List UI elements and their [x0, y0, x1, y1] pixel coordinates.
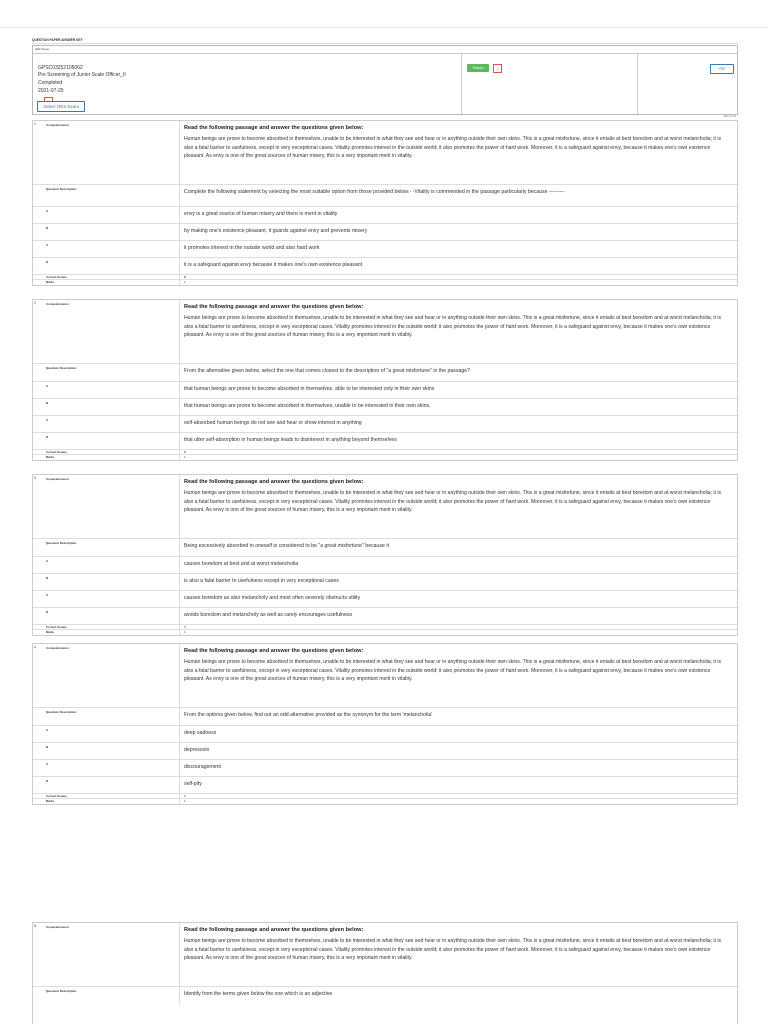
option-text: that human beings are prone to become absorbed in themselves, unable to be interested in their own skins, [184, 403, 431, 409]
column-divider [179, 300, 180, 363]
row-label: Comprehension [46, 646, 69, 650]
option-key: B [46, 226, 49, 230]
row-value: 1 [184, 799, 186, 803]
qid-label: QID Name [35, 47, 50, 51]
row-value: D [184, 450, 187, 454]
page-number: Pa 1 of 9 [723, 114, 736, 118]
option-key: A [46, 728, 49, 732]
column-divider [179, 708, 180, 726]
passage-text [184, 478, 731, 515]
option-row [33, 257, 737, 275]
option-row [33, 759, 737, 777]
answer-key-page-2 [32, 922, 738, 1024]
passage-body: Human beings are prone to become absorbed in themselves, unable to be interested in what they see and hear or in anything outside their own skins. This is a great misfortune, since it entails at best boredom and at worst melancholia; it is also a fatal barrier to usefulness, except in very exceptional cases. Vitality promotes interest in the outside world; it also promotes the power of hard work. Moreover, it is a safeguard against envy, because it makes one's own existence pleasant. As envy is one of the great sources of human misery, this is a very important merit in vitality. [184, 136, 722, 159]
question-number: 3 [34, 476, 36, 480]
row-label: Comprehension [46, 477, 69, 481]
row-label: Marks [46, 799, 55, 803]
passage-heading: Read the following passage and answer the questions given below: [184, 648, 364, 654]
passage-heading: Read the following passage and answer the questions given below: [184, 927, 364, 933]
option-row [33, 432, 737, 450]
close-icon: × [496, 66, 499, 71]
option-key: B [46, 576, 49, 580]
column-divider [179, 416, 180, 433]
column-divider [179, 241, 180, 258]
column-divider [179, 433, 180, 450]
question-description-row [33, 538, 737, 557]
option-key: B [46, 401, 49, 405]
passage-text [184, 124, 731, 161]
comprehension-row [33, 923, 737, 986]
option-row [33, 206, 737, 224]
question-number: 4 [34, 645, 36, 649]
option-text: that human beings are prone to become absorbed in themselves, able to be interested only in their own skins [184, 386, 435, 392]
passage-text [184, 303, 731, 340]
option-text: is also a fatal barrier to usefulness except in very exceptional cases [184, 578, 339, 584]
top-divider [0, 27, 768, 28]
column-divider [179, 777, 180, 794]
row-label: Correct Answer [46, 275, 67, 279]
option-text: self-pity [184, 781, 202, 787]
question-block [32, 120, 738, 286]
row-value: 1 [184, 455, 186, 459]
column-divider [179, 258, 180, 275]
question-number: 1 [34, 122, 36, 126]
row-label: Marks [46, 455, 55, 459]
row-value: From the options given below, find out an odd alternative provided as the synonym for the term 'melancholia' [184, 712, 433, 718]
exam-name: Pre Screening of Junior Scale Officer_II [38, 72, 126, 78]
comprehension-row [33, 475, 737, 538]
column-divider [179, 455, 180, 460]
marks-row [33, 798, 737, 804]
page-title: QUESTION PAPER ANSWER KEY [32, 37, 738, 44]
marks-row [33, 454, 737, 460]
option-key: D [46, 260, 49, 264]
header-divider [33, 53, 737, 54]
column-divider [179, 760, 180, 777]
option-key: D [46, 435, 49, 439]
column-divider [179, 799, 180, 804]
clear-search-button[interactable] [493, 64, 502, 73]
exam-status: Completed [38, 80, 63, 86]
option-text: causes boredom at best and at worst melancholia [184, 561, 299, 567]
option-text: deep sadness [184, 730, 217, 736]
question-description-row [33, 707, 737, 726]
column-divider [179, 475, 180, 538]
column-divider [179, 726, 180, 743]
column-divider [179, 630, 180, 635]
row-value: B [184, 275, 187, 279]
row-label: Correct Answer [46, 794, 67, 798]
column-divider [179, 644, 180, 707]
row-label: Comprehension [46, 925, 69, 929]
header-col-divider [637, 53, 638, 114]
column-divider [179, 591, 180, 608]
option-text: self-absorbed human beings do not see and hear or show interest in anything [184, 420, 362, 426]
row-value: Complete the following statement by selecting the most suitable option from those provided below:- -Vitality is commended in the passage particularly because --------- [184, 189, 565, 195]
option-key: C [46, 593, 49, 597]
header-col-divider [461, 53, 462, 114]
passage-body: Human beings are prone to become absorbed in themselves, unable to be interested in what they see and hear or in anything outside their own skins. This is a great misfortune, since it entails at best boredom and at worst melancholia; it is also a fatal barrier to usefulness, except in very exceptional cases. Vitality promotes interest in the outside world; it also promotes the power of hard work. Moreover, it is a safeguard against envy, because it makes one's own existence pleasant. As envy is one of the great sources of human misery, this is a very important merit in vitality. [184, 938, 722, 961]
option-row [33, 240, 737, 258]
row-value: Being excessively absorbed in oneself is considered to be "a great misfortune" because it [184, 543, 389, 549]
row-value: From the alternative given below, select the one that comes closest to the description of "a great misfortune" in the passage? [184, 368, 470, 374]
option-key: C [46, 762, 49, 766]
option-row [33, 590, 737, 608]
column-divider [179, 608, 180, 625]
comprehension-row [33, 644, 737, 707]
select-exam-button[interactable]: Select OES Exam [37, 101, 85, 112]
column-divider [179, 923, 180, 986]
answer-key-page-1 [32, 37, 738, 819]
row-label: Correct Answer [46, 625, 67, 629]
column-divider [179, 382, 180, 399]
column-divider [179, 987, 180, 1005]
column-divider [179, 364, 180, 382]
question-block [32, 299, 738, 461]
option-key: A [46, 384, 49, 388]
question-description-row [33, 986, 737, 1005]
column-divider [179, 539, 180, 557]
passage-body: Human beings are prone to become absorbed in themselves, unable to be interested in what they see and hear or in anything outside their own skins. This is a great misfortune, since it entails at best boredom and at worst melancholia; it is also a fatal barrier to usefulness, except in very exceptional cases. Vitality promotes interest in the outside world; it also promotes the power of hard work. Moreover, it is a safeguard against envy, because it makes one's own existence pleasant. As envy is one of the great sources of human misery, this is a very important merit in vitality. [184, 659, 722, 682]
column-divider [179, 224, 180, 241]
option-text: discouragement [184, 764, 221, 770]
question-number: 5 [34, 924, 36, 928]
option-key: D [46, 779, 49, 783]
row-label: Marks [46, 630, 55, 634]
row-label: Question Description [46, 989, 77, 993]
row-label: Comprehension [46, 302, 69, 306]
column-divider [179, 574, 180, 591]
row-value: 1 [184, 630, 186, 634]
exam-code: GPSC03252105062 [38, 65, 83, 71]
option-row [33, 415, 737, 433]
question-description-row [33, 363, 737, 382]
option-text: envy is a great source of human misery and there is merit in vitality [184, 211, 338, 217]
column-divider [179, 399, 180, 416]
exam-date: 2021-07-25 [38, 88, 64, 94]
comprehension-row [33, 300, 737, 363]
row-value: 1 [184, 280, 186, 284]
comprehension-row [33, 121, 737, 184]
row-label: Correct Answer [46, 450, 67, 454]
question-block [32, 643, 738, 805]
row-label: Marks [46, 280, 55, 284]
option-text: that utter self-absorption in human beings leads to disinterest in anything beyond themselves [184, 437, 397, 443]
row-value: C [184, 625, 187, 629]
option-key: C [46, 418, 49, 422]
question-block [32, 474, 738, 636]
option-row [33, 607, 737, 625]
option-row [33, 556, 737, 574]
passage-text [184, 926, 731, 963]
option-text: causes boredom as also melancholy and most often severely obstructs utility [184, 595, 361, 601]
option-text: by making one's existence pleasant, it guards against envy and prevents misery [184, 228, 368, 234]
passage-body: Human beings are prone to become absorbed in themselves, unable to be interested in what they see and hear or in anything outside their own skins. This is a great misfortune, since it entails at best boredom and at worst melancholia; it is also a fatal barrier to usefulness, except in very exceptional cases. Vitality promotes interest in the outside world; it also promotes the power of hard work. Moreover, it is a safeguard against envy, because it makes one's own existence pleasant. As envy is one of the great sources of human misery, this is a very important merit in vitality. [184, 315, 722, 338]
row-label: Comprehension [46, 123, 69, 127]
column-divider [179, 280, 180, 285]
option-row [33, 223, 737, 241]
option-key: A [46, 559, 49, 563]
row-value: Identify from the terms given below the one which is an adjective [184, 991, 333, 997]
option-text: it promotes interest in the outside world and also hard work [184, 245, 320, 251]
option-text: depression [184, 747, 210, 753]
passage-text [184, 647, 731, 684]
option-row [33, 381, 737, 399]
row-value: C [184, 794, 187, 798]
row-label: Question Description [46, 710, 77, 714]
question-description-row [33, 184, 737, 207]
question-block [32, 922, 738, 1024]
marks-row [33, 629, 737, 635]
row-label: Question Description [46, 187, 77, 191]
option-row [33, 725, 737, 743]
column-divider [179, 185, 180, 207]
option-row [33, 573, 737, 591]
option-text: it is a safeguard against envy because it makes one's own existence pleasant [184, 262, 363, 268]
option-row [33, 742, 737, 760]
passage-heading: Read the following passage and answer the questions given below: [184, 304, 364, 310]
option-key: A [46, 209, 49, 213]
row-label: Question Description [46, 541, 77, 545]
question-number: 2 [34, 301, 36, 305]
marks-row [33, 279, 737, 285]
option-row [33, 776, 737, 794]
row-label: Question Description [46, 366, 77, 370]
option-key: D [46, 610, 49, 614]
passage-body: Human beings are prone to become absorbed in themselves, unable to be interested in what they see and hear or in anything outside their own skins. This is a great misfortune, since it entails at best boredom and at worst melancholia; it is also a fatal barrier to usefulness, except in very exceptional cases. Vitality promotes interest in the outside world; it also promotes the power of hard work. Moreover, it is a safeguard against envy, because it makes one's own existence pleasant. As envy is one of the great sources of human misery, this is a very important merit in vitality. [184, 490, 722, 513]
option-key: B [46, 745, 49, 749]
exam-header-panel [32, 45, 738, 115]
column-divider [179, 121, 180, 184]
pdf-button[interactable]: PDF [710, 64, 734, 74]
passage-heading: Read the following passage and answer the questions given below: [184, 125, 364, 131]
column-divider [179, 207, 180, 224]
column-divider [179, 743, 180, 760]
option-text: avoids boredom and melancholy as well as rarely encourages usefulness [184, 612, 353, 618]
passage-heading: Read the following passage and answer the questions given below: [184, 479, 364, 485]
search-button[interactable]: Search [467, 64, 489, 72]
option-key: C [46, 243, 49, 247]
option-row [33, 398, 737, 416]
column-divider [179, 557, 180, 574]
